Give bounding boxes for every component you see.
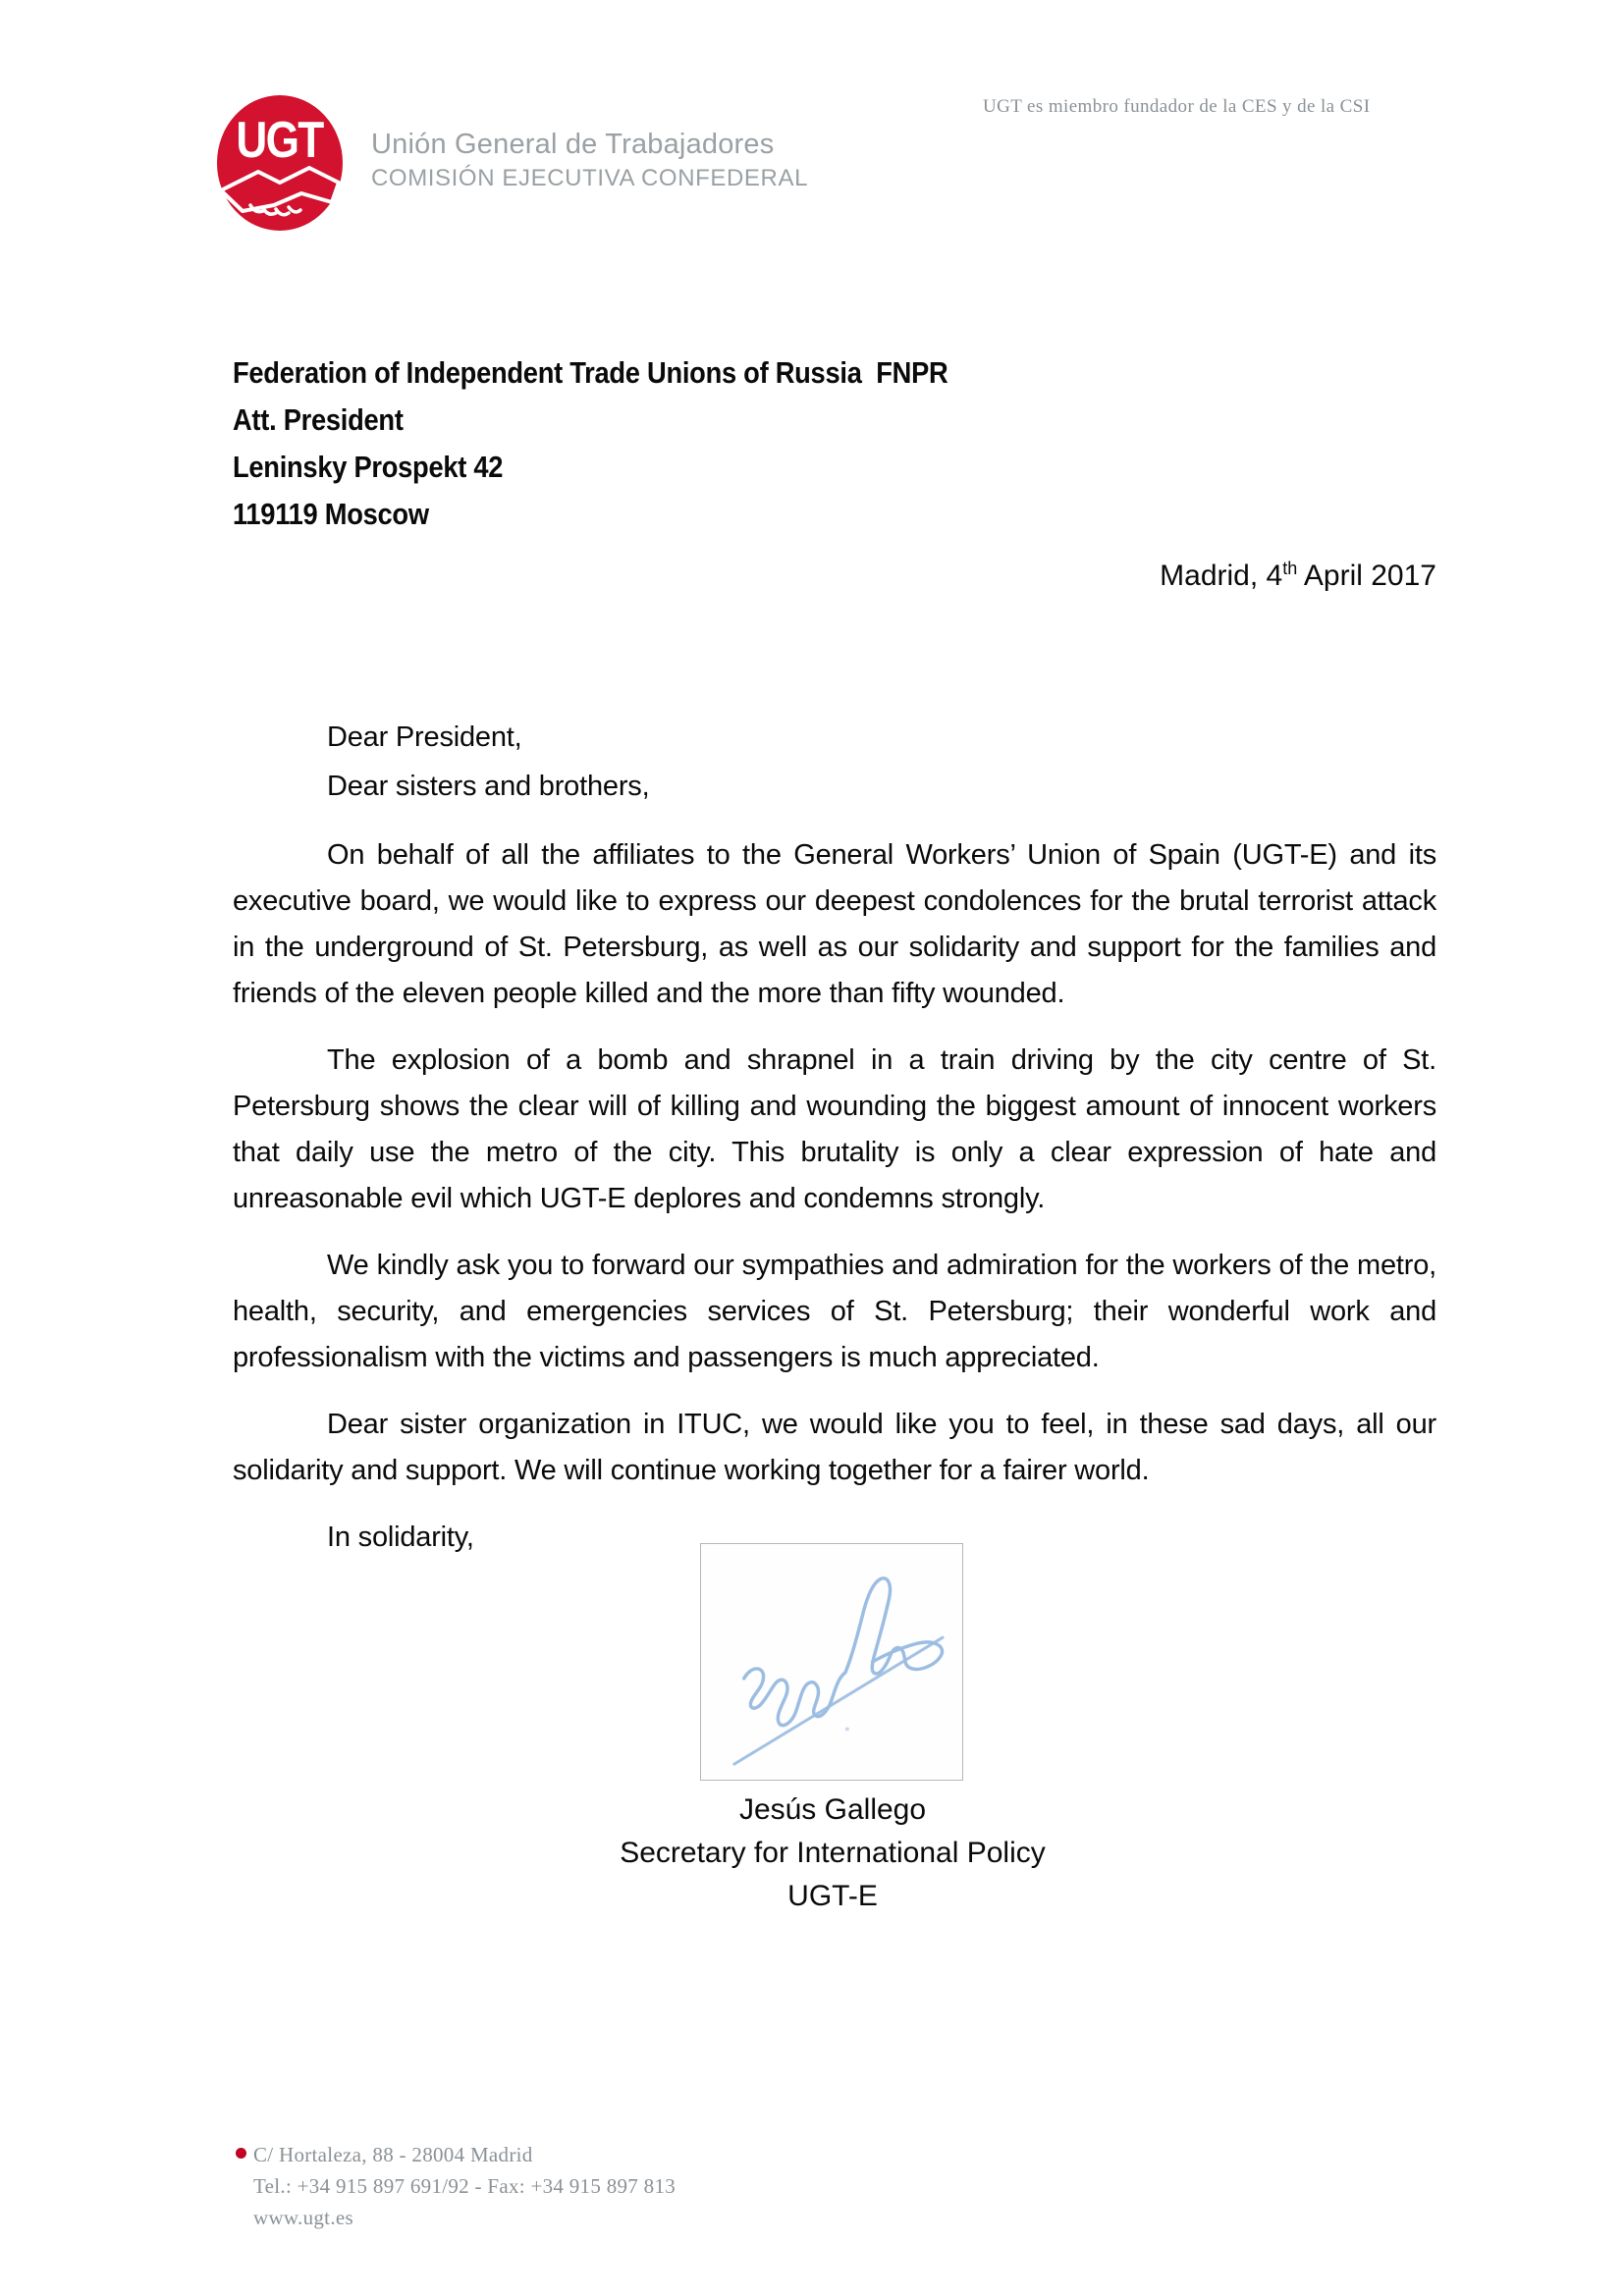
paragraph: The explosion of a bomb and shrapnel in a train driving by the city centre of St. Petersburg shows the clear will of killing and wounding the biggest amount of innocent workers that daily use the metro of the city. This brutality is only a clear expression of hate and unreasonable evil which UGT-E deplores and condemns strongly. <box>233 1044 1436 1214</box>
ugt-logo-icon <box>215 94 345 234</box>
salutation-line: Dear President, <box>327 721 522 753</box>
ink-dot <box>845 1727 849 1731</box>
membership-note: UGT es miembro fundador de la CES y de la CSI <box>983 96 1371 117</box>
signature-box <box>700 1543 963 1781</box>
letter-body <box>233 713 1436 1561</box>
date-prefix: Madrid, 4 <box>1160 560 1283 592</box>
footer-website: www.ugt.es <box>253 2206 353 2229</box>
date-suffix: April 2017 <box>1297 560 1436 592</box>
signatory-title: Secretary for International Policy <box>620 1837 1046 1869</box>
signatory-org: UGT-E <box>787 1880 878 1912</box>
closing-line: In solidarity, <box>327 1522 474 1553</box>
salutation-line: Dear sisters and brothers, <box>327 771 650 802</box>
letterhead-org-block <box>371 128 808 193</box>
recipient-block <box>233 349 1477 538</box>
signature-image <box>701 1544 962 1780</box>
ugt-logo-svg <box>215 94 345 232</box>
recipient-line: Federation of Independent Trade Unions of Russia FNPR <box>233 355 948 390</box>
footer-phone-fax: Tel.: +34 915 897 691/92 - Fax: +34 915 897 813 <box>253 2174 677 2198</box>
signatory-block <box>535 1789 1130 1918</box>
salutation <box>233 713 1436 811</box>
date-ordinal-suffix: th <box>1282 559 1298 578</box>
recipient-line: Att. President <box>233 402 404 437</box>
recipient-line: Leninsky Prospekt 42 <box>233 450 504 484</box>
signatory-name: Jesús Gallego <box>738 1793 927 1826</box>
paragraph: Dear sister organization in ITUC, we would like you to feel, in these sad days, all our solidarity and support. We will continue working together for a fairer world. <box>233 1409 1436 1486</box>
org-subtitle: COMISIÓN EJECUTIVA CONFEDERAL <box>371 165 809 192</box>
date-line <box>233 560 1436 593</box>
recipient-line: 119119 Moscow <box>233 497 429 531</box>
footer-address: C/ Hortaleza, 88 - 28004 Madrid <box>253 2143 533 2166</box>
paragraph: We kindly ask you to forward our sympathies and admiration for the workers of the metro, health, security, and emergencies services of St. Petersburg; their wonderful work and professionalism with the victims and passengers is much appreciated. <box>233 1250 1436 1373</box>
footer-bullet-icon <box>236 2148 246 2159</box>
paragraph: On behalf of all the affiliates to the General Workers’ Union of Spain (UGT-E) and its executive board, we would like to express our deepest condolences for the brutal terrorist attack in the underground of St. Petersburg, as well as our solidarity and support for the families and friends of the eleven people killed and the more than fifty wounded. <box>233 839 1436 1009</box>
logo-acronym: UGT <box>236 111 323 169</box>
org-name: Unión General de Trabajadores <box>371 129 775 160</box>
footer <box>253 2139 676 2233</box>
